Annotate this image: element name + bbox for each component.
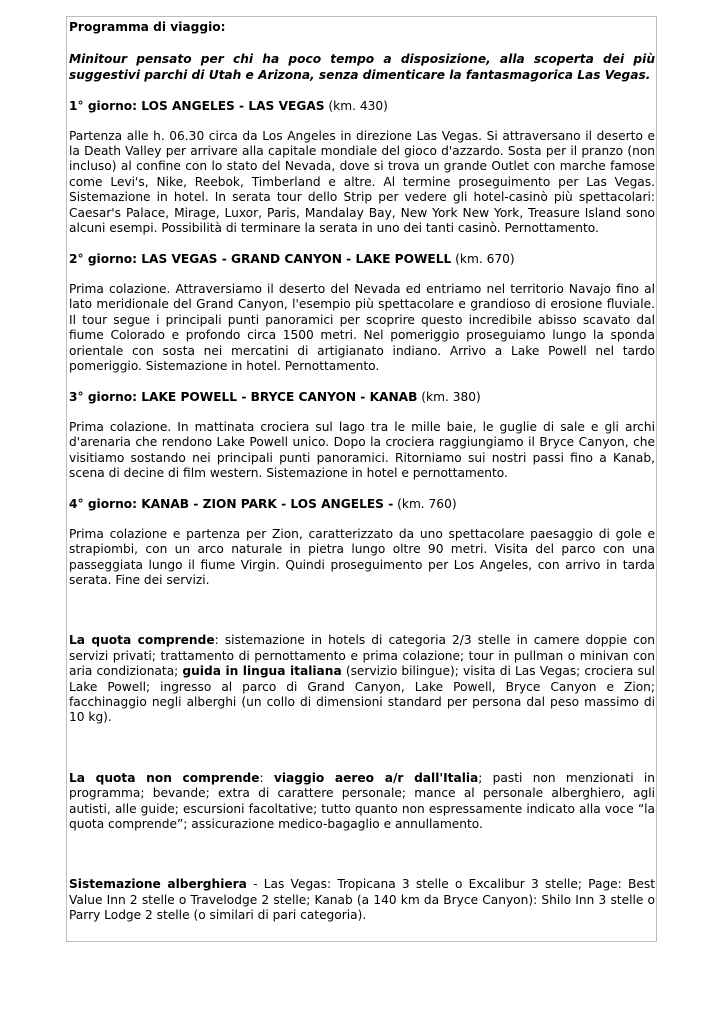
day-4-heading: 4° giorno: KANAB - ZION PARK - LOS ANGELES - (km. 760) <box>69 497 457 512</box>
quota-non-comprende: La quota non comprende: viaggio aereo a/r dall'Italia; pasti non menzionati in programma; bevande; extra di carattere personale; mance al personale alberghiero, agli autisti, alle guide; escursioni facoltative; tutto quanto non espressamente indicato alla voce “la quota comprende”; assicurazione medico-bagaglio e annullamento. <box>69 770 655 832</box>
day-3-heading: 3° giorno: LAKE POWELL - BRYCE CANYON - KANAB (km. 380) <box>69 390 481 405</box>
sistemazione-alberghiera: Sistemazione alberghiera - Las Vegas: Tropicana 3 stelle o Excalibur 3 stelle; Page: Best Value Inn 2 stelle o Travelodge 2 stelle; Kanab (a 140 km da Bryce Canyon): Shilo Inn 3 stelle o Parry Lodge 2 stelle (o similari di pari categoria). <box>69 877 655 923</box>
program-title: Programma di viaggio: <box>69 20 226 34</box>
day-1-heading: 1° giorno: LOS ANGELES - LAS VEGAS (km. 430) <box>69 99 388 114</box>
day-2-heading: 2° giorno: LAS VEGAS - GRAND CANYON - LAKE POWELL (km. 670) <box>69 252 515 267</box>
day-3-text: Prima colazione. In mattinata crociera sul lago tra le mille baie, le guglie di sale e gli archi d'arenaria che rendono Lake Powell unico. Dopo la crociera raggiungiamo il Bryce Canyon, che visitiamo sostando nei principali punti panoramici. Ritorniamo sui nostri passi fino a Kanab, scena di decine di film western. Sistemazione in hotel e pernottamento. <box>69 419 655 480</box>
document-body <box>69 20 655 924</box>
quota-comprende: La quota comprende: sistemazione in hotels di categoria 2/3 stelle in camere doppie con servizi privati; trattamento di pernottamento e prima colazione; tour in pullman o minivan con aria condizionata; guida in lingua italiana (servizio bilingue); visita di Las Vegas; crociera sul Lake Powell; ingresso al parco di Grand Canyon, Lake Powell, Bryce Canyon e Zion; facchinaggio negli alberghi (un collo di dimensioni standard per persona dal peso massimo di 10 kg). <box>69 633 656 725</box>
day-2-text: Prima colazione. Attraversiamo il deserto del Nevada ed entriamo nel territorio Navajo fino al lato meridionale del Grand Canyon, l'esempio più spettacolare e grandioso di erosione fluviale. Il tour segue i principali punti panoramici per scoprire questo incredibile abisso scavato dal fiume Colorado e profondo circa 1500 metri. Nel pomeriggio proseguiamo lungo la sponda orientale con sosta nei mercatini di artigianato indiano. Arrivo a Lake Powell nel tardo pomeriggio. Sistemazione in hotel. Pernottamento. <box>69 281 655 373</box>
day-1-text: Partenza alle h. 06.30 circa da Los Angeles in direzione Las Vegas. Si attraversano il deserto e la Death Valley per arrivare alla capitale mondiale del gioco d'azzardo. Sosta per il pranzo (non incluso) al confine con lo stato del Nevada, dove si trova un grande Outlet con marche famose come Levi's, Nike, Reebok, Timberland e altre. Al termine proseguimento per Las Vegas. Sistemazione in hotel. In serata tour dello Strip per vedere gli hotel-casinò più spettacolari: Caesar's Palace, Mirage, Luxor, Paris, Mandalay Bay, New York New York, Treasure Island sono alcuni esempi. Possibilità di terminare la serata in uno dei tanti casinò. Pernottamento. <box>69 128 655 236</box>
intro-text: Minitour pensato per chi ha poco tempo a disposizione, alla scoperta dei più suggestivi parchi di Utah e Arizona, senza dimenticare la fantasmagorica Las Vegas. <box>69 52 655 82</box>
day-4-text: Prima colazione e partenza per Zion, caratterizzato da uno spettacolare paesaggio di gole e strapiombi, con un arco naturale in pietra lungo oltre 90 metri. Visita del parco con una passeggiata lungo il fiume Virgin. Quindi proseguimento per Los Angeles, con arrivo in tarda serata. Fine dei servizi. <box>69 526 655 587</box>
